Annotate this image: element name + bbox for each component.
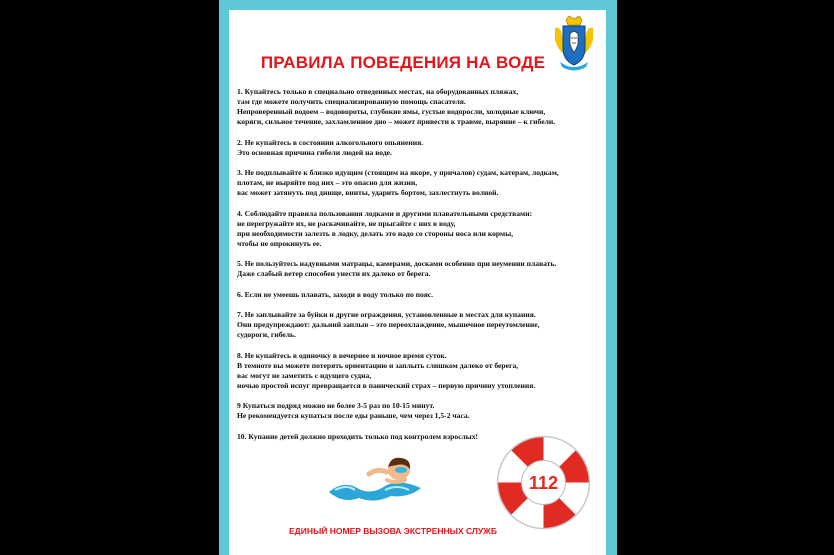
rule-item: 4. Соблюдайте правила пользования лодками и другими плавательными средствами: не перегружайте их, не раскачивайте, не прыгайте с них в воду, при необходимости залезть в лодку, делать это надо со стороны носа или кормы, чтобы не опрокинуть ее. (237, 208, 533, 248)
rule-item: 9 Купаться подряд можно не более 3-5 раз по 10-15 минут. Не рекомендуется купаться после еды раньше, чем через 1,5-2 часа. (237, 401, 470, 420)
emergency-number: 112 (528, 473, 559, 493)
rule-item: 7. Не заплывайте за буйки и другие ограждения, установленные в местах для купания. Они предупреждают: дальний заплыв – это переохлаждение, мышечное переутомление, судороги, гибель. (237, 310, 540, 339)
rule-item: 1. Купайтесь только в специально отведенных местах, на оборудованных пляжах, там где можете получить специализированную помощь спасателя. Непроверенный водоем – водовороты, глубокие ямы, густые водоросли, холодные ключи, коряги, сильное течение, захламленное дно – может привести к травме, выряние – к гибели. (237, 87, 556, 126)
rule-item: 8. Не купайтесь в одиночку в вечернее и ночное время суток. В темноте вы можете потерять ориентацию и заплыть слишком далеко от берега, вас могут не заметить с идущего судна, ночью простой испуг превращается в панический страх – первую причину утопления. (237, 350, 536, 390)
rule-item: 3. Не подплывайте к близко идущим (стоящим на якоре, у причалов) судам, катерам, лодкам, плотам, не ныряйте под них – это опасно для жизни, вас может затянуть под днище, винты, ударить бортом, захлестнуть волной. (237, 168, 559, 197)
swimming-boy-icon (325, 450, 425, 508)
rules-list (237, 87, 599, 452)
rule-item: 5. Не пользуйтесь надувными матрацы, камерами, досками особенно при неумении плавать. Даже слабый ветер способен унести их далеко от берега. (237, 259, 557, 278)
safety-poster (229, 10, 606, 555)
rule-item: 2. Не купайтесь в состоянии алкогольного опьянения. Это основная причина гибели людей на воде. (237, 137, 424, 157)
lifebuoy-icon (491, 430, 596, 535)
rule-item: 10. Купание детей должно проходить только под контролем взрослых! (237, 431, 479, 441)
emergency-footer: ЕДИНЫЙ НОМЕР ВЫЗОВА ЭКСТРЕННЫХ СЛУЖБ (289, 526, 497, 536)
rule-item: 6. Если не умеешь плавать, заходи в воду только по пояс. (237, 289, 434, 299)
poster-title: ПРАВИЛА ПОВЕДЕНИЯ НА ВОДЕ (260, 53, 546, 72)
coat-of-arms-icon (552, 14, 596, 74)
